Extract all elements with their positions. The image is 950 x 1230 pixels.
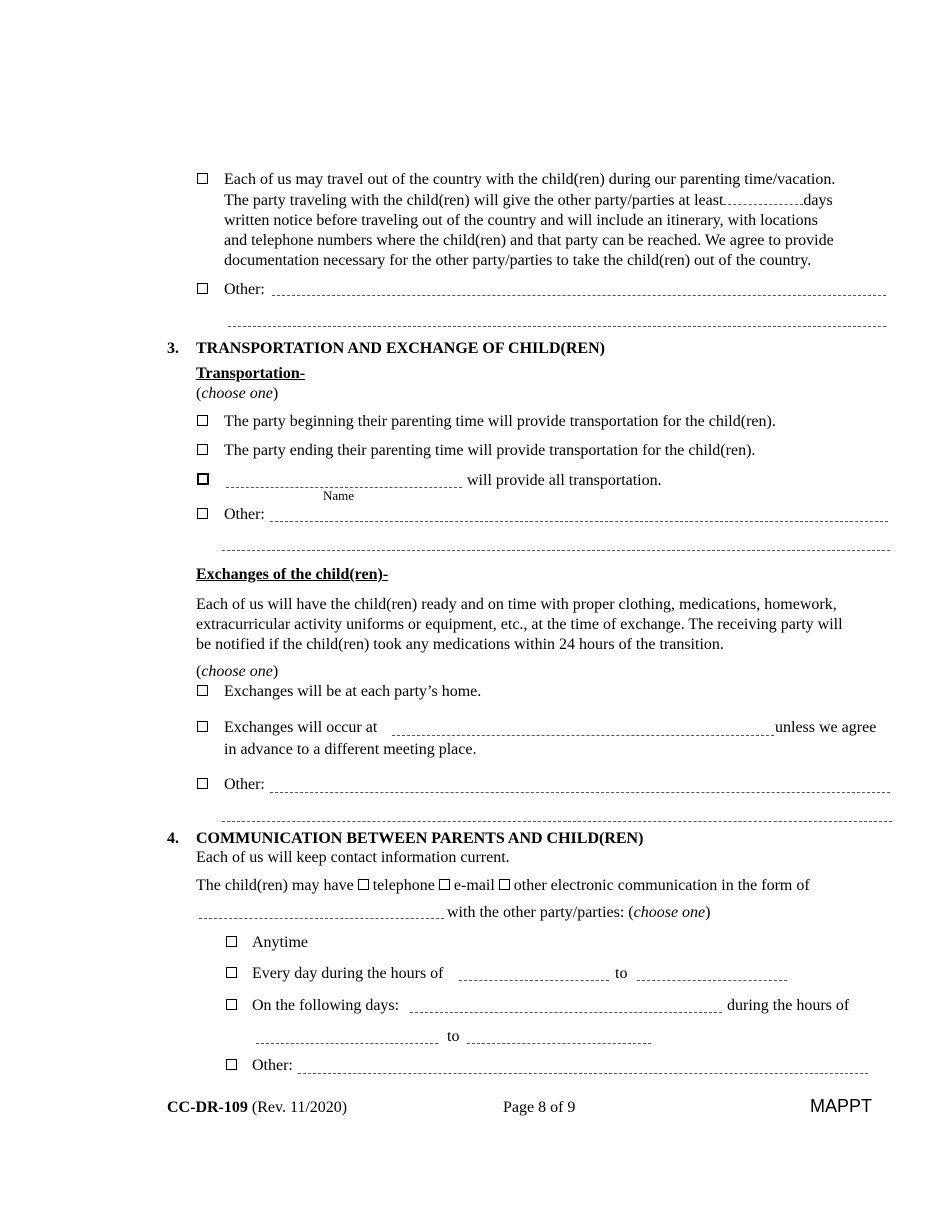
transport-other-field[interactable] [270, 521, 888, 522]
transport-other-field-line2[interactable] [222, 550, 890, 551]
every-day-checkbox[interactable] [226, 964, 237, 984]
every-day-text: Every day during the hours of [252, 965, 444, 982]
communication-other-checkbox[interactable] [226, 1056, 237, 1076]
travel-line: The party traveling with the child(ren) will give the other party/parties at least days [224, 192, 833, 209]
section-3-title: TRANSPORTATION AND EXCHANGE OF CHILD(REN) [196, 340, 605, 357]
telephone-checkbox[interactable] [358, 879, 369, 890]
transport-option-2-text: The party ending their parenting time will provide transportation for the child(ren). [224, 442, 756, 459]
transport-option-1-checkbox[interactable] [197, 412, 208, 432]
transportation-heading: Transportation- [196, 365, 306, 382]
every-day-from-field[interactable] [459, 980, 609, 981]
exchange-home-checkbox[interactable] [197, 682, 208, 702]
travel-other-field[interactable] [272, 295, 886, 296]
exchanges-heading: Exchanges of the child(ren)- [196, 566, 389, 583]
travel-line: and telephone numbers where the child(ren) and that party can be reached. We agree to provide [224, 232, 834, 249]
exchange-home-text: Exchanges will be at each party’s home. [224, 683, 482, 700]
section-4-title: COMMUNICATION BETWEEN PARENTS AND CHILD(REN) [196, 830, 644, 847]
travel-other-field-line2[interactable] [228, 326, 886, 327]
travel-line: written notice before traveling out of the country and will include an itinerary, with locations [224, 212, 818, 229]
exchange-location-suffix: unless we agree [775, 719, 877, 736]
travel-other-label: Other: [224, 281, 265, 298]
footer-page-number: Page 8 of 9 [503, 1099, 576, 1116]
exchange-other-field-line2[interactable] [222, 821, 892, 822]
exchange-location-checkbox[interactable] [197, 718, 208, 738]
anytime-checkbox[interactable] [226, 933, 237, 953]
exchanges-choose-one: (choose one) [196, 663, 279, 680]
exchange-location-text: Exchanges will occur at [224, 719, 378, 736]
travel-line: Each of us may travel out of the country with the child(ren) during our parenting time/vacation. [224, 171, 836, 188]
travel-option-checkbox[interactable] [197, 170, 208, 190]
transport-option-2-checkbox[interactable] [197, 441, 208, 461]
transport-other-label: Other: [224, 506, 265, 523]
anytime-text: Anytime [252, 934, 308, 951]
following-days-checkbox[interactable] [226, 996, 237, 1016]
transport-option-3-text: will provide all transportation. [467, 472, 662, 489]
during-hours-text: during the hours of [727, 997, 850, 1014]
email-checkbox[interactable] [439, 879, 450, 890]
exchange-other-checkbox[interactable] [197, 775, 208, 795]
communication-other-field[interactable] [298, 1073, 868, 1074]
exchange-location-continued: in advance to a different meeting place. [224, 741, 477, 758]
exchanges-line: be notified if the child(ren) took any medications within 24 hours of the transition. [196, 636, 724, 653]
travel-line: documentation necessary for the other party/parties to take the child(ren) out of the country. [224, 252, 812, 269]
communication-other-label: Other: [252, 1057, 293, 1074]
name-caption: Name [323, 488, 355, 503]
transport-other-checkbox[interactable] [197, 505, 208, 525]
following-days-text: On the following days: [252, 997, 400, 1014]
choose-one-note: (choose one) [196, 385, 279, 402]
communication-types-line: The child(ren) may have telephone e-mail other electronic communication in the form of [196, 877, 810, 894]
with-other-party-text: with the other party/parties: (choose one) [447, 904, 711, 921]
section-4-intro: Each of us will keep contact information current. [196, 849, 510, 866]
footer-form-name: MAPPT [810, 1096, 873, 1116]
exchanges-paragraph [196, 595, 896, 655]
communication-form-field[interactable] [199, 918, 444, 919]
footer-form-id: CC-DR-109 (Rev. 11/2020) [167, 1099, 348, 1116]
exchange-location-field[interactable] [392, 735, 774, 736]
exchange-other-label: Other: [224, 776, 265, 793]
travel-option-text [224, 170, 904, 271]
notice-days-field[interactable] [723, 190, 803, 205]
following-days-from-field[interactable] [256, 1043, 438, 1044]
following-days-to-field[interactable] [467, 1043, 651, 1044]
transport-option-1-text: The party beginning their parenting time will provide transportation for the child(ren). [224, 413, 776, 430]
section-3-number: 3. [167, 340, 179, 357]
following-days-field[interactable] [410, 1012, 722, 1013]
exchanges-line: extracurricular activity uniforms or equipment, etc., at the time of exchange. The receiving party will [196, 616, 843, 633]
every-day-to-field[interactable] [637, 980, 787, 981]
section-4-number: 4. [167, 830, 179, 847]
other-electronic-checkbox[interactable] [499, 879, 510, 890]
transport-option-3-checkbox[interactable] [197, 471, 209, 491]
following-days-to: to [447, 1028, 460, 1045]
exchange-other-field[interactable] [270, 792, 890, 793]
travel-other-checkbox[interactable] [197, 280, 208, 300]
every-day-to: to [615, 965, 628, 982]
exchanges-line: Each of us will have the child(ren) ready and on time with proper clothing, medications, homework, [196, 596, 837, 613]
